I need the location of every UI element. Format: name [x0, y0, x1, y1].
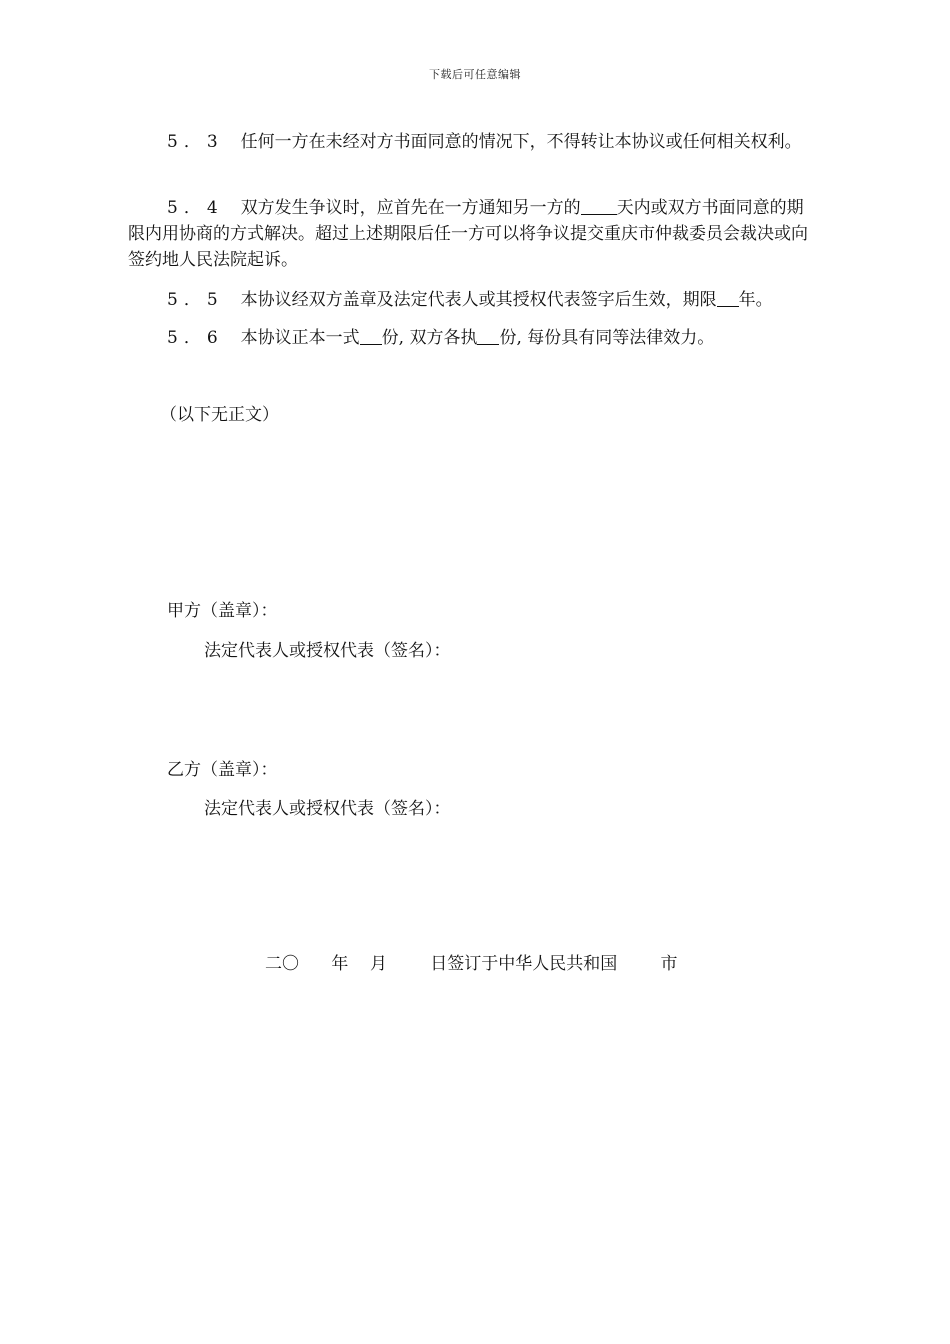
clause-number: 5．6 [167, 328, 224, 348]
clause-text: 本协议正本一式 [240, 328, 360, 348]
page-header: 下载后可任意编辑 [429, 68, 521, 81]
end-of-text-note: （以下无正文） [160, 405, 279, 425]
copies-total-blank[interactable] [360, 326, 382, 345]
clause-text: 份, 每份具有同等法律效力。 [499, 328, 715, 348]
clause-number: 5．3 [167, 132, 224, 152]
clause-text: 双方发生争议时，应首先在一方通知另一方的 [240, 198, 581, 218]
clause-text: 任何一方在未经对方书面同意的情况下，不得转让本协议或任何相关权利。 [240, 132, 802, 152]
clause-5-3 [128, 129, 820, 155]
clause-text: 年。 [738, 290, 773, 310]
clause-5-5 [128, 287, 820, 313]
days-blank[interactable] [581, 196, 617, 215]
copies-each-blank[interactable] [477, 326, 499, 345]
party-b-representative-label: 法定代表人或授权代表（签名）： [204, 799, 451, 819]
clause-text: 本协议经双方盖章及法定代表人或其授权代表签字后生效，期限 [240, 290, 717, 310]
clause-number: 5．5 [167, 290, 224, 310]
clause-text: 份, 双方各执 [381, 328, 478, 348]
clause-5-6 [128, 325, 820, 351]
signing-date-place: 二〇 年 月 日签订于中华人民共和国 市 [265, 954, 678, 974]
clause-number: 5．4 [167, 198, 224, 218]
term-years-blank[interactable] [717, 288, 739, 307]
party-b-seal-label: 乙方（盖章）： [167, 760, 278, 780]
clause-text: 天内或双方书面同意的期限内用协商的方式解决。超过上述期限后任一方可以将争议提交重庆市仲裁委员会裁决或向签约地人民法院起诉。 [128, 198, 808, 270]
party-a-seal-label: 甲方（盖章）： [167, 601, 278, 621]
clause-5-4 [128, 195, 820, 273]
party-a-representative-label: 法定代表人或授权代表（签名）： [204, 641, 451, 661]
